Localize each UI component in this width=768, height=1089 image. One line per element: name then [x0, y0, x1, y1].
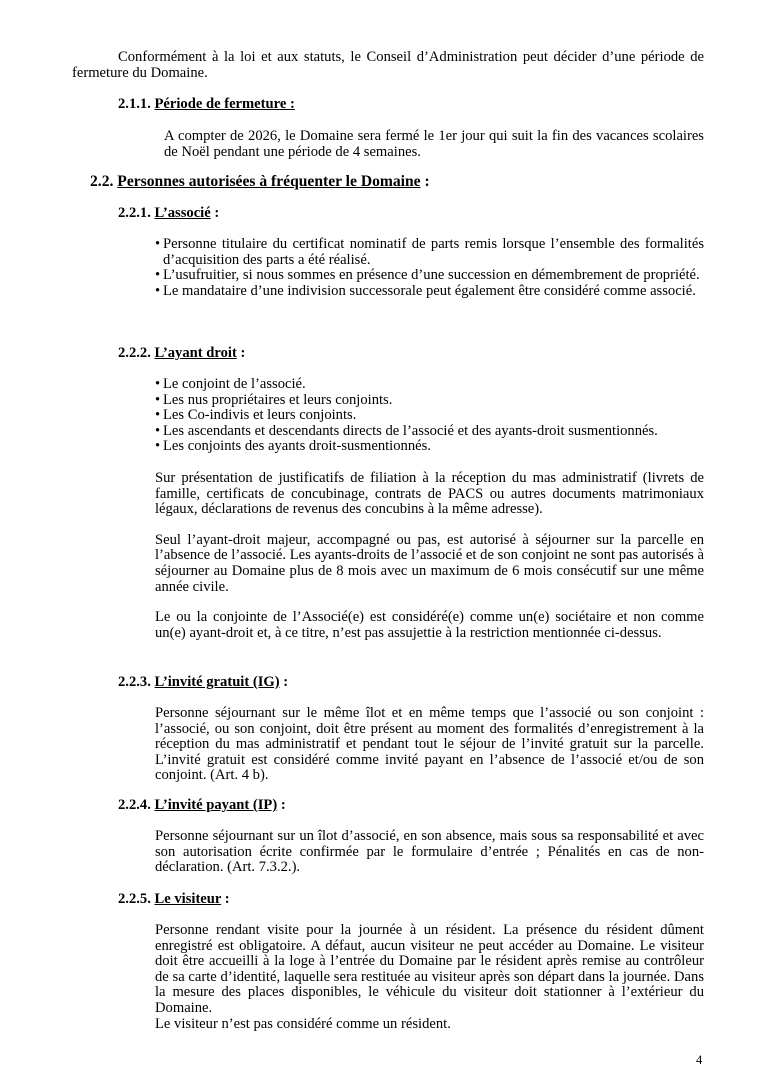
paragraph: Personne séjournant sur un îlot d’associé, en son absence, mais sous sa responsabilité et avec son autorisation écrite confirmée par le formulaire d’entrée ; Pénalités en cas de non-déclaration. (Art. 7.3.2.).: [155, 828, 704, 876]
heading-number: 2.2.: [90, 173, 114, 190]
heading-tail: :: [420, 173, 430, 190]
list-item: • Le mandataire d’une indivision successorale peut également être considéré comme associé.: [155, 284, 704, 300]
list-item: • Les conjoints des ayants droit-susmentionnés.: [155, 439, 704, 455]
paragraph: Le ou la conjointe de l’Associé(e) est considéré(e) comme un(e) sociétaire et non comme un(e) ayant-droit et, à ce titre, n’est pas assujettie à la restriction mentionnée ci-dessus.: [155, 609, 704, 641]
paragraph: Personne rendant visite pour la journée à un résident. La présence du résident dûment enregistré est obligatoire. A défaut, aucun visiteur ne peut accéder au Domaine. Le visiteur doit être accueilli à la loge à l’entrée du Domaine par le résident après remise au contrôleur de sa carte d’identité, laquelle sera restituée au visiteur après son départ dans la journée. Dans la mesure des places disponibles, le véhicule du visiteur doit stationner à l’extérieur du Domaine.: [155, 922, 704, 1016]
section-2-2-2-paragraphs: [155, 471, 704, 641]
list-item: • Personne titulaire du certificat nominatif de parts remis lorsque l’ensemble des formalités d’acquisition des parts a été réalisé.: [155, 237, 704, 268]
heading-2-2-3: [118, 675, 288, 691]
heading-tail: :: [210, 205, 220, 221]
list-item: • Les Co-indivis et leurs conjoints.: [155, 408, 704, 424]
paragraph: Seul l’ayant-droit majeur, accompagné ou pas, est autorisé à séjourner sur la parcelle en l’absence de l’associé. Les ayants-droits de l’associé et de son conjoint ne sont pas autorisés à séjourner au Domaine plus de 8 mois avec un maximum de 6 mois consécutif sur une même année civile.: [155, 531, 704, 595]
section-2-2-3-body: [155, 706, 704, 784]
heading-number: 2.2.4.: [118, 797, 151, 813]
list-item: • Le conjoint de l’associé.: [155, 377, 704, 393]
heading-2-2-1: [118, 206, 219, 222]
heading-tail: :: [236, 345, 246, 361]
heading-title: L’invité gratuit (IG): [154, 674, 280, 690]
list-item: • Les ascendants et descendants directs de l’associé et des ayants-droit susmentionnés.: [155, 424, 704, 440]
heading-2-2: [90, 174, 430, 190]
heading-title: Le visiteur: [154, 891, 222, 907]
heading-number: 2.1.1.: [118, 96, 151, 112]
heading-tail: :: [221, 891, 230, 907]
heading-2-2-5: [118, 892, 230, 908]
paragraph: Le visiteur n’est pas considéré comme un résident.: [155, 1015, 451, 1032]
heading-number: 2.2.2.: [118, 345, 151, 361]
list-item: • Les nus propriétaires et leurs conjoints.: [155, 393, 704, 409]
section-2-2-2-body: [155, 377, 704, 455]
heading-2-1-1: [118, 97, 295, 113]
heading-title: L’associé: [154, 205, 211, 221]
heading-tail: :: [277, 797, 286, 813]
section-2-2-4-body: [155, 829, 704, 876]
associe-list: [155, 237, 704, 299]
heading-number: 2.2.5.: [118, 891, 151, 907]
heading-number: 2.2.1.: [118, 205, 151, 221]
heading-title: L’ayant droit: [154, 345, 237, 361]
intro-paragraph: Conformément à la loi et aux statuts, le Conseil d’Administration peut décider d’une période de fermeture du Domaine.: [72, 49, 704, 81]
section-2-2-5-body: [155, 923, 704, 1032]
paragraph: Sur présentation de justificatifs de filiation à la réception du mas administratif (livrets de famille, certificats de concubinage, contrats de PACS ou autres documents matrimoniaux légaux, déclarations de revenus des concubins à la même adresse).: [155, 470, 704, 518]
closure-period-text: A compter de 2026, le Domaine sera fermé le 1er jour qui suit la fin des vacances scolaires de Noël pendant une période de 4 semaines.: [164, 128, 704, 160]
ayant-droit-list: [155, 377, 704, 455]
heading-tail: :: [279, 674, 289, 690]
heading-2-2-4: [118, 798, 286, 814]
heading-title: L’invité payant (IP): [154, 797, 278, 813]
paragraph: Personne séjournant sur le même îlot et en même temps que l’associé ou son conjoint : l’associé, ou son conjoint, doit être présent au moment des formalités d’enregistrement à la réception du mas administratif et pendant tout le séjour de l’invité gratuit sur la parcelle. L’invité gratuit est considéré comme invité payant en l’absence de l’associé et/ou de son conjoint. (Art. 4 b).: [155, 705, 704, 784]
heading-title: Période de fermeture :: [154, 96, 295, 112]
list-item: • L’usufruitier, si nous sommes en présence d’une succession en démembrement de propriété.: [155, 268, 704, 284]
section-2-2-1-body: [155, 237, 704, 299]
page-number: 4: [696, 1053, 703, 1067]
heading-2-2-2: [118, 346, 245, 362]
heading-title: Personnes autorisées à fréquenter le Domaine: [117, 173, 421, 190]
section-2-1-1-body: [164, 129, 704, 160]
heading-number: 2.2.3.: [118, 674, 151, 690]
